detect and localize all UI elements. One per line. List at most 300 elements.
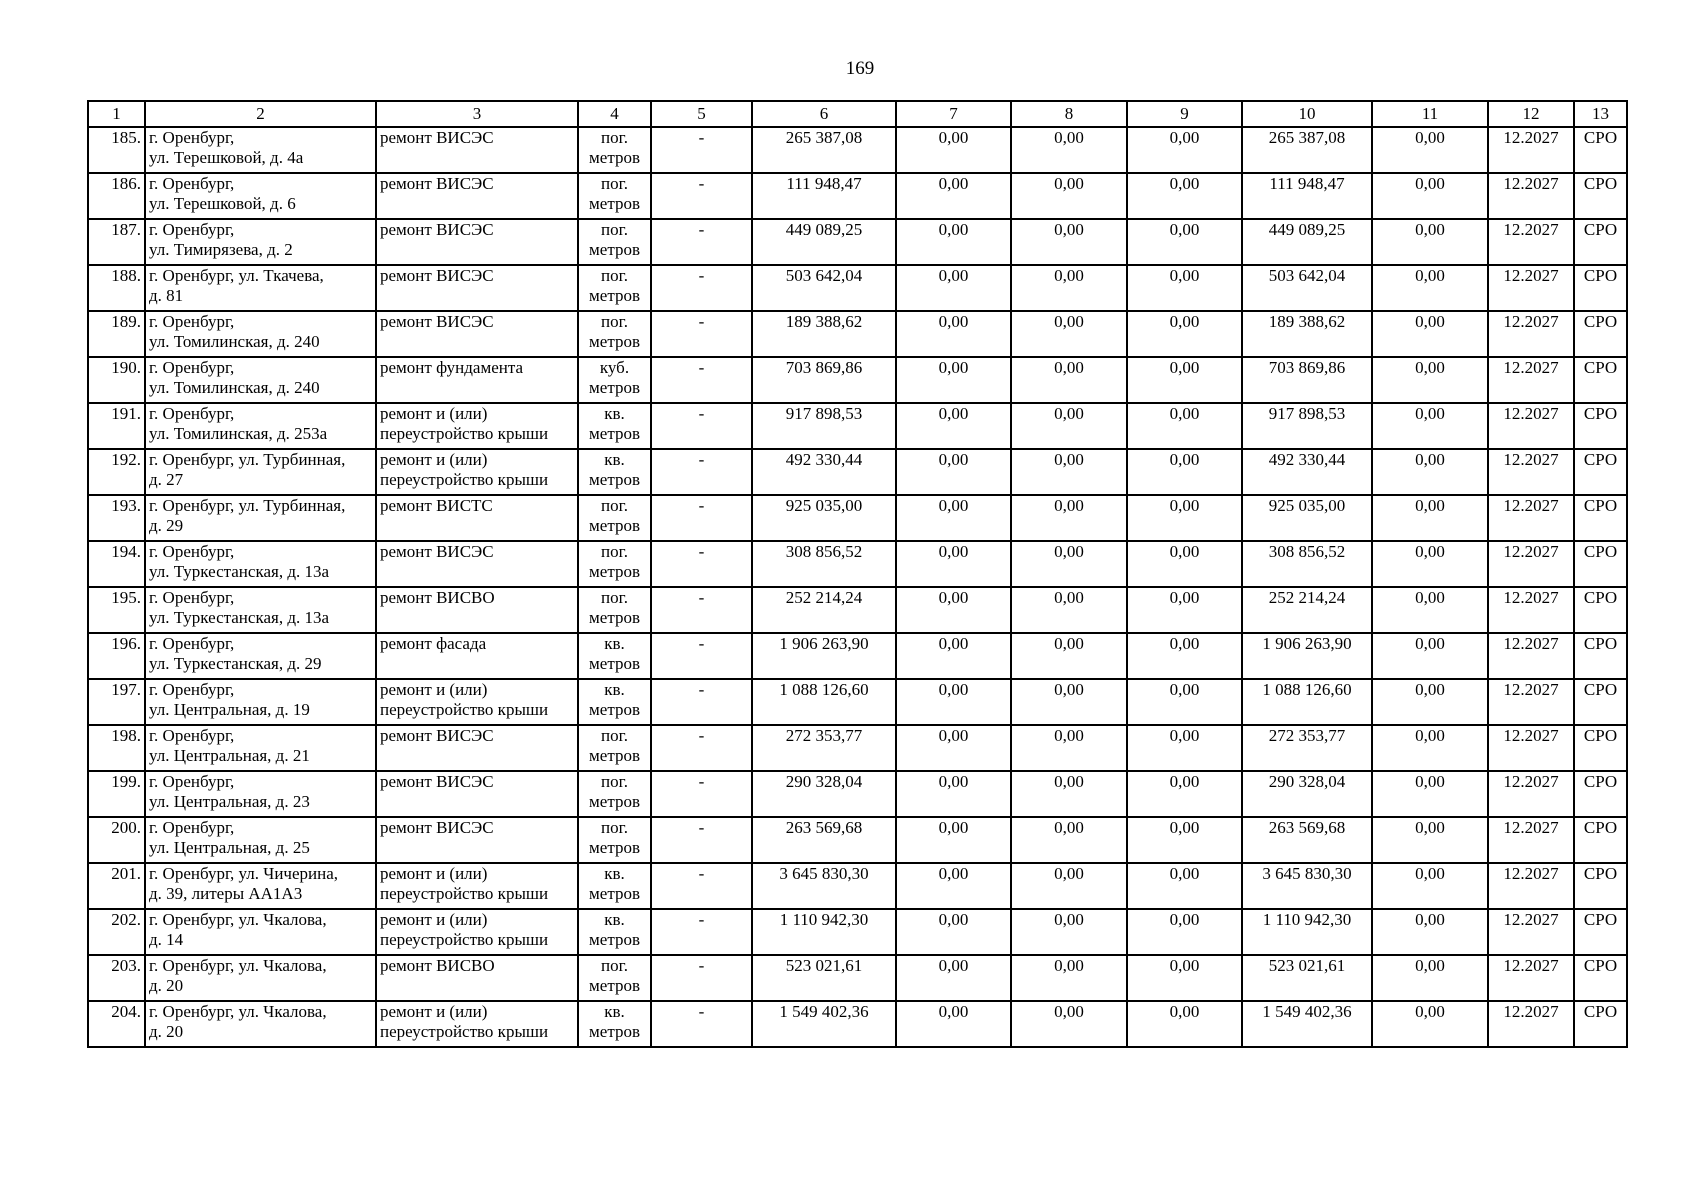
address-cell-line: г. Оренбург, (149, 818, 235, 837)
work-type-cell-line: ремонт и (или) (380, 450, 488, 469)
unit-cell (578, 219, 651, 265)
unit-cell-line: метров (589, 286, 640, 305)
column-header: 11 (1372, 101, 1488, 127)
amount-cell-7: 0,00 (896, 679, 1011, 725)
fund-amount-cell: 523 021,61 (1242, 955, 1372, 1001)
work-type-cell-line: ремонт ВИСЭС (380, 220, 494, 239)
work-type-cell (376, 633, 578, 679)
row-number: 195. (88, 587, 145, 633)
total-cost-cell: 917 898,53 (752, 403, 896, 449)
completion-date-cell: 12.2027 (1488, 127, 1574, 173)
unit-cell-line: пог. (601, 174, 628, 193)
address-cell (145, 587, 376, 633)
row-number: 200. (88, 817, 145, 863)
address-cell-line: г. Оренбург, (149, 220, 235, 239)
amount-cell-8: 0,00 (1011, 403, 1127, 449)
unit-cell-line: пог. (601, 726, 628, 745)
total-cost-cell: 492 330,44 (752, 449, 896, 495)
fund-method-cell: СРО (1574, 817, 1627, 863)
address-cell-line: г. Оренбург, (149, 312, 235, 331)
fund-method-cell: СРО (1574, 403, 1627, 449)
unit-cell-line: метров (589, 516, 640, 535)
fund-method-cell: СРО (1574, 955, 1627, 1001)
amount-cell-11: 0,00 (1372, 1001, 1488, 1047)
amount-cell-7: 0,00 (896, 863, 1011, 909)
amount-cell-9: 0,00 (1127, 127, 1242, 173)
unit-cell (578, 725, 651, 771)
volume-cell: - (651, 357, 752, 403)
total-cost-cell: 308 856,52 (752, 541, 896, 587)
address-cell-line: д. 29 (149, 516, 184, 535)
amount-cell-8: 0,00 (1011, 955, 1127, 1001)
completion-date-cell: 12.2027 (1488, 541, 1574, 587)
total-cost-cell: 111 948,47 (752, 173, 896, 219)
row-number: 192. (88, 449, 145, 495)
fund-amount-cell: 111 948,47 (1242, 173, 1372, 219)
address-cell (145, 173, 376, 219)
volume-cell: - (651, 725, 752, 771)
volume-cell: - (651, 219, 752, 265)
column-header: 9 (1127, 101, 1242, 127)
volume-cell: - (651, 863, 752, 909)
fund-method-cell: СРО (1574, 725, 1627, 771)
total-cost-cell: 265 387,08 (752, 127, 896, 173)
amount-cell-11: 0,00 (1372, 219, 1488, 265)
address-cell-line: ул. Томилинская, д. 240 (149, 378, 320, 397)
row-number: 202. (88, 909, 145, 955)
work-type-cell-line: ремонт ВИСВО (380, 956, 495, 975)
volume-cell: - (651, 955, 752, 1001)
address-cell (145, 817, 376, 863)
completion-date-cell: 12.2027 (1488, 817, 1574, 863)
fund-amount-cell: 308 856,52 (1242, 541, 1372, 587)
fund-method-cell: СРО (1574, 127, 1627, 173)
column-header: 10 (1242, 101, 1372, 127)
column-header: 5 (651, 101, 752, 127)
work-type-cell-line: ремонт и (или) (380, 680, 488, 699)
unit-cell-line: пог. (601, 818, 628, 837)
page-number: 169 (845, 58, 875, 79)
work-type-cell-line: ремонт ВИСЭС (380, 128, 494, 147)
amount-cell-8: 0,00 (1011, 357, 1127, 403)
unit-cell-line: метров (589, 562, 640, 581)
fund-method-cell: СРО (1574, 633, 1627, 679)
volume-cell: - (651, 403, 752, 449)
amount-cell-7: 0,00 (896, 311, 1011, 357)
work-type-cell (376, 587, 578, 633)
address-cell-line: ул. Тимирязева, д. 2 (149, 240, 293, 259)
column-number-row (88, 101, 1627, 127)
amount-cell-8: 0,00 (1011, 173, 1127, 219)
volume-cell: - (651, 495, 752, 541)
unit-cell-line: пог. (601, 956, 628, 975)
row-number: 197. (88, 679, 145, 725)
fund-amount-cell: 189 388,62 (1242, 311, 1372, 357)
unit-cell-line: метров (589, 884, 640, 903)
address-cell-line: д. 14 (149, 930, 184, 949)
address-cell-line: ул. Центральная, д. 23 (149, 792, 310, 811)
work-type-cell (376, 357, 578, 403)
work-type-cell (376, 679, 578, 725)
completion-date-cell: 12.2027 (1488, 311, 1574, 357)
row-number: 196. (88, 633, 145, 679)
work-type-cell (376, 403, 578, 449)
unit-cell-line: кв. (604, 1002, 625, 1021)
table-row (88, 127, 1627, 173)
fund-amount-cell: 3 645 830,30 (1242, 863, 1372, 909)
unit-cell-line: кв. (604, 910, 625, 929)
amount-cell-8: 0,00 (1011, 495, 1127, 541)
volume-cell: - (651, 1001, 752, 1047)
unit-cell (578, 311, 651, 357)
address-cell-line: г. Оренбург, (149, 404, 235, 423)
unit-cell-line: пог. (601, 128, 628, 147)
fund-amount-cell: 252 214,24 (1242, 587, 1372, 633)
fund-amount-cell: 917 898,53 (1242, 403, 1372, 449)
fund-method-cell: СРО (1574, 219, 1627, 265)
amount-cell-7: 0,00 (896, 127, 1011, 173)
table-row (88, 357, 1627, 403)
completion-date-cell: 12.2027 (1488, 863, 1574, 909)
amount-cell-7: 0,00 (896, 725, 1011, 771)
column-header: 12 (1488, 101, 1574, 127)
unit-cell-line: метров (589, 654, 640, 673)
address-cell-line: г. Оренбург, (149, 542, 235, 561)
amount-cell-9: 0,00 (1127, 403, 1242, 449)
work-type-cell-line: ремонт и (или) (380, 404, 488, 423)
amount-cell-11: 0,00 (1372, 771, 1488, 817)
unit-cell-line: пог. (601, 588, 628, 607)
completion-date-cell: 12.2027 (1488, 909, 1574, 955)
completion-date-cell: 12.2027 (1488, 633, 1574, 679)
amount-cell-8: 0,00 (1011, 771, 1127, 817)
amount-cell-11: 0,00 (1372, 357, 1488, 403)
address-cell-line: ул. Центральная, д. 19 (149, 700, 310, 719)
unit-cell (578, 495, 651, 541)
amount-cell-7: 0,00 (896, 587, 1011, 633)
amount-cell-11: 0,00 (1372, 495, 1488, 541)
unit-cell (578, 1001, 651, 1047)
volume-cell: - (651, 817, 752, 863)
fund-amount-cell: 1 110 942,30 (1242, 909, 1372, 955)
work-type-cell (376, 817, 578, 863)
volume-cell: - (651, 449, 752, 495)
amount-cell-7: 0,00 (896, 449, 1011, 495)
amount-cell-11: 0,00 (1372, 449, 1488, 495)
unit-cell (578, 587, 651, 633)
table-row (88, 863, 1627, 909)
amount-cell-9: 0,00 (1127, 265, 1242, 311)
address-cell-line: г. Оренбург, (149, 128, 235, 147)
amount-cell-11: 0,00 (1372, 541, 1488, 587)
row-number: 187. (88, 219, 145, 265)
fund-method-cell: СРО (1574, 541, 1627, 587)
table-row (88, 311, 1627, 357)
address-cell-line: ул. Туркестанская, д. 29 (149, 654, 322, 673)
completion-date-cell: 12.2027 (1488, 955, 1574, 1001)
table-row (88, 909, 1627, 955)
volume-cell: - (651, 173, 752, 219)
amount-cell-9: 0,00 (1127, 587, 1242, 633)
amount-cell-9: 0,00 (1127, 541, 1242, 587)
address-cell-line: г. Оренбург, ул. Чкалова, (149, 956, 327, 975)
total-cost-cell: 925 035,00 (752, 495, 896, 541)
address-cell (145, 863, 376, 909)
address-cell-line: ул. Центральная, д. 21 (149, 746, 310, 765)
address-cell-line: г. Оренбург, ул. Чкалова, (149, 1002, 327, 1021)
completion-date-cell: 12.2027 (1488, 495, 1574, 541)
amount-cell-9: 0,00 (1127, 357, 1242, 403)
unit-cell (578, 817, 651, 863)
fund-method-cell: СРО (1574, 265, 1627, 311)
fund-amount-cell: 449 089,25 (1242, 219, 1372, 265)
column-header: 8 (1011, 101, 1127, 127)
amount-cell-11: 0,00 (1372, 127, 1488, 173)
address-cell (145, 725, 376, 771)
work-type-cell-line: ремонт ВИСТС (380, 496, 493, 515)
work-type-cell-line: ремонт фундамента (380, 358, 524, 377)
work-type-cell (376, 219, 578, 265)
fund-method-cell: СРО (1574, 311, 1627, 357)
total-cost-cell: 290 328,04 (752, 771, 896, 817)
amount-cell-8: 0,00 (1011, 265, 1127, 311)
unit-cell-line: пог. (601, 772, 628, 791)
row-number: 188. (88, 265, 145, 311)
amount-cell-11: 0,00 (1372, 265, 1488, 311)
work-type-cell (376, 265, 578, 311)
total-cost-cell: 449 089,25 (752, 219, 896, 265)
volume-cell: - (651, 771, 752, 817)
unit-cell (578, 541, 651, 587)
address-cell-line: д. 27 (149, 470, 184, 489)
address-cell-line: д. 20 (149, 1022, 184, 1041)
work-type-cell-line: ремонт фасада (380, 634, 487, 653)
work-type-cell (376, 449, 578, 495)
amount-cell-9: 0,00 (1127, 955, 1242, 1001)
fund-method-cell: СРО (1574, 863, 1627, 909)
unit-cell-line: метров (589, 148, 640, 167)
amount-cell-9: 0,00 (1127, 909, 1242, 955)
unit-cell (578, 265, 651, 311)
work-type-cell-line: ремонт ВИСЭС (380, 726, 494, 745)
amount-cell-8: 0,00 (1011, 219, 1127, 265)
volume-cell: - (651, 127, 752, 173)
amount-cell-11: 0,00 (1372, 955, 1488, 1001)
unit-cell-line: метров (589, 240, 640, 259)
table-row (88, 403, 1627, 449)
address-cell (145, 449, 376, 495)
address-cell (145, 1001, 376, 1047)
unit-cell-line: метров (589, 930, 640, 949)
table-body (88, 127, 1627, 1047)
unit-cell (578, 173, 651, 219)
work-type-cell-line: ремонт и (или) (380, 1002, 488, 1021)
completion-date-cell: 12.2027 (1488, 265, 1574, 311)
total-cost-cell: 1 088 126,60 (752, 679, 896, 725)
work-type-cell (376, 173, 578, 219)
address-cell-line: г. Оренбург, (149, 726, 235, 745)
address-cell-line: ул. Туркестанская, д. 13а (149, 608, 330, 627)
amount-cell-9: 0,00 (1127, 725, 1242, 771)
work-type-cell-line: переустройство крыши (380, 884, 549, 903)
unit-cell-line: кв. (604, 680, 625, 699)
table-row (88, 449, 1627, 495)
row-number: 186. (88, 173, 145, 219)
volume-cell: - (651, 633, 752, 679)
amount-cell-8: 0,00 (1011, 587, 1127, 633)
table-row (88, 679, 1627, 725)
unit-cell-line: метров (589, 838, 640, 857)
address-cell-line: г. Оренбург, (149, 634, 235, 653)
unit-cell-line: пог. (601, 220, 628, 239)
column-header: 2 (145, 101, 376, 127)
amount-cell-8: 0,00 (1011, 127, 1127, 173)
amount-cell-8: 0,00 (1011, 1001, 1127, 1047)
amount-cell-8: 0,00 (1011, 863, 1127, 909)
fund-method-cell: СРО (1574, 587, 1627, 633)
amount-cell-7: 0,00 (896, 265, 1011, 311)
fund-amount-cell: 1 906 263,90 (1242, 633, 1372, 679)
work-type-cell (376, 771, 578, 817)
fund-amount-cell: 1 549 402,36 (1242, 1001, 1372, 1047)
column-header: 13 (1574, 101, 1627, 127)
total-cost-cell: 1 549 402,36 (752, 1001, 896, 1047)
amount-cell-7: 0,00 (896, 541, 1011, 587)
work-type-cell-line: переустройство крыши (380, 424, 549, 443)
address-cell (145, 219, 376, 265)
row-number: 201. (88, 863, 145, 909)
work-type-cell (376, 311, 578, 357)
amount-cell-9: 0,00 (1127, 311, 1242, 357)
amount-cell-11: 0,00 (1372, 173, 1488, 219)
total-cost-cell: 263 569,68 (752, 817, 896, 863)
address-cell-line: г. Оренбург, (149, 588, 235, 607)
address-cell-line: г. Оренбург, ул. Чичерина, (149, 864, 339, 883)
fund-method-cell: СРО (1574, 1001, 1627, 1047)
unit-cell (578, 955, 651, 1001)
work-type-cell-line: ремонт ВИСЭС (380, 772, 494, 791)
fund-method-cell: СРО (1574, 357, 1627, 403)
unit-cell-line: метров (589, 470, 640, 489)
amount-cell-11: 0,00 (1372, 311, 1488, 357)
fund-amount-cell: 272 353,77 (1242, 725, 1372, 771)
work-type-cell-line: ремонт ВИСЭС (380, 818, 494, 837)
address-cell (145, 495, 376, 541)
address-cell (145, 265, 376, 311)
column-header: 1 (88, 101, 145, 127)
column-header: 4 (578, 101, 651, 127)
fund-method-cell: СРО (1574, 909, 1627, 955)
volume-cell: - (651, 541, 752, 587)
table-row (88, 219, 1627, 265)
amount-cell-11: 0,00 (1372, 725, 1488, 771)
amount-cell-9: 0,00 (1127, 495, 1242, 541)
unit-cell-line: куб. (599, 358, 630, 377)
work-type-cell-line: переустройство крыши (380, 1022, 549, 1041)
row-number: 204. (88, 1001, 145, 1047)
amount-cell-7: 0,00 (896, 817, 1011, 863)
total-cost-cell: 189 388,62 (752, 311, 896, 357)
column-header: 6 (752, 101, 896, 127)
amount-cell-8: 0,00 (1011, 633, 1127, 679)
fund-method-cell: СРО (1574, 495, 1627, 541)
address-cell-line: г. Оренбург, ул. Ткачева, (149, 266, 324, 285)
address-cell-line: г. Оренбург, ул. Турбинная, (149, 496, 346, 515)
completion-date-cell: 12.2027 (1488, 587, 1574, 633)
work-type-cell-line: ремонт ВИСЭС (380, 312, 494, 331)
amount-cell-9: 0,00 (1127, 863, 1242, 909)
amount-cell-8: 0,00 (1011, 909, 1127, 955)
unit-cell-line: метров (589, 746, 640, 765)
unit-cell (578, 403, 651, 449)
amount-cell-9: 0,00 (1127, 633, 1242, 679)
address-cell (145, 909, 376, 955)
completion-date-cell: 12.2027 (1488, 403, 1574, 449)
work-type-cell (376, 1001, 578, 1047)
completion-date-cell: 12.2027 (1488, 725, 1574, 771)
address-cell (145, 311, 376, 357)
total-cost-cell: 1 110 942,30 (752, 909, 896, 955)
address-cell-line: г. Оренбург, (149, 772, 235, 791)
amount-cell-9: 0,00 (1127, 449, 1242, 495)
unit-cell-line: метров (589, 378, 640, 397)
unit-cell-line: пог. (601, 542, 628, 561)
amount-cell-8: 0,00 (1011, 449, 1127, 495)
amount-cell-7: 0,00 (896, 1001, 1011, 1047)
volume-cell: - (651, 265, 752, 311)
unit-cell (578, 127, 651, 173)
unit-cell (578, 679, 651, 725)
unit-cell-line: кв. (604, 404, 625, 423)
amount-cell-7: 0,00 (896, 495, 1011, 541)
amount-cell-9: 0,00 (1127, 173, 1242, 219)
address-cell-line: д. 81 (149, 286, 184, 305)
amount-cell-9: 0,00 (1127, 771, 1242, 817)
work-type-cell-line: ремонт ВИСЭС (380, 174, 494, 193)
address-cell-line: ул. Томилинская, д. 240 (149, 332, 320, 351)
work-type-cell (376, 495, 578, 541)
address-cell-line: д. 20 (149, 976, 184, 995)
completion-date-cell: 12.2027 (1488, 357, 1574, 403)
row-number: 199. (88, 771, 145, 817)
work-type-cell-line: ремонт и (или) (380, 910, 488, 929)
total-cost-cell: 1 906 263,90 (752, 633, 896, 679)
unit-cell-line: метров (589, 976, 640, 995)
row-number: 191. (88, 403, 145, 449)
row-number: 189. (88, 311, 145, 357)
amount-cell-7: 0,00 (896, 357, 1011, 403)
completion-date-cell: 12.2027 (1488, 219, 1574, 265)
amount-cell-8: 0,00 (1011, 725, 1127, 771)
volume-cell: - (651, 311, 752, 357)
amount-cell-11: 0,00 (1372, 587, 1488, 633)
unit-cell (578, 771, 651, 817)
address-cell-line: г. Оренбург, ул. Чкалова, (149, 910, 327, 929)
amount-cell-7: 0,00 (896, 771, 1011, 817)
row-number: 203. (88, 955, 145, 1001)
total-cost-cell: 3 645 830,30 (752, 863, 896, 909)
address-cell (145, 633, 376, 679)
amount-cell-8: 0,00 (1011, 817, 1127, 863)
table-row (88, 955, 1627, 1001)
capital-repair-table (87, 100, 1628, 1048)
address-cell-line: г. Оренбург, ул. Турбинная, (149, 450, 346, 469)
column-header: 3 (376, 101, 578, 127)
row-number: 190. (88, 357, 145, 403)
amount-cell-9: 0,00 (1127, 817, 1242, 863)
row-number: 185. (88, 127, 145, 173)
unit-cell-line: пог. (601, 312, 628, 331)
